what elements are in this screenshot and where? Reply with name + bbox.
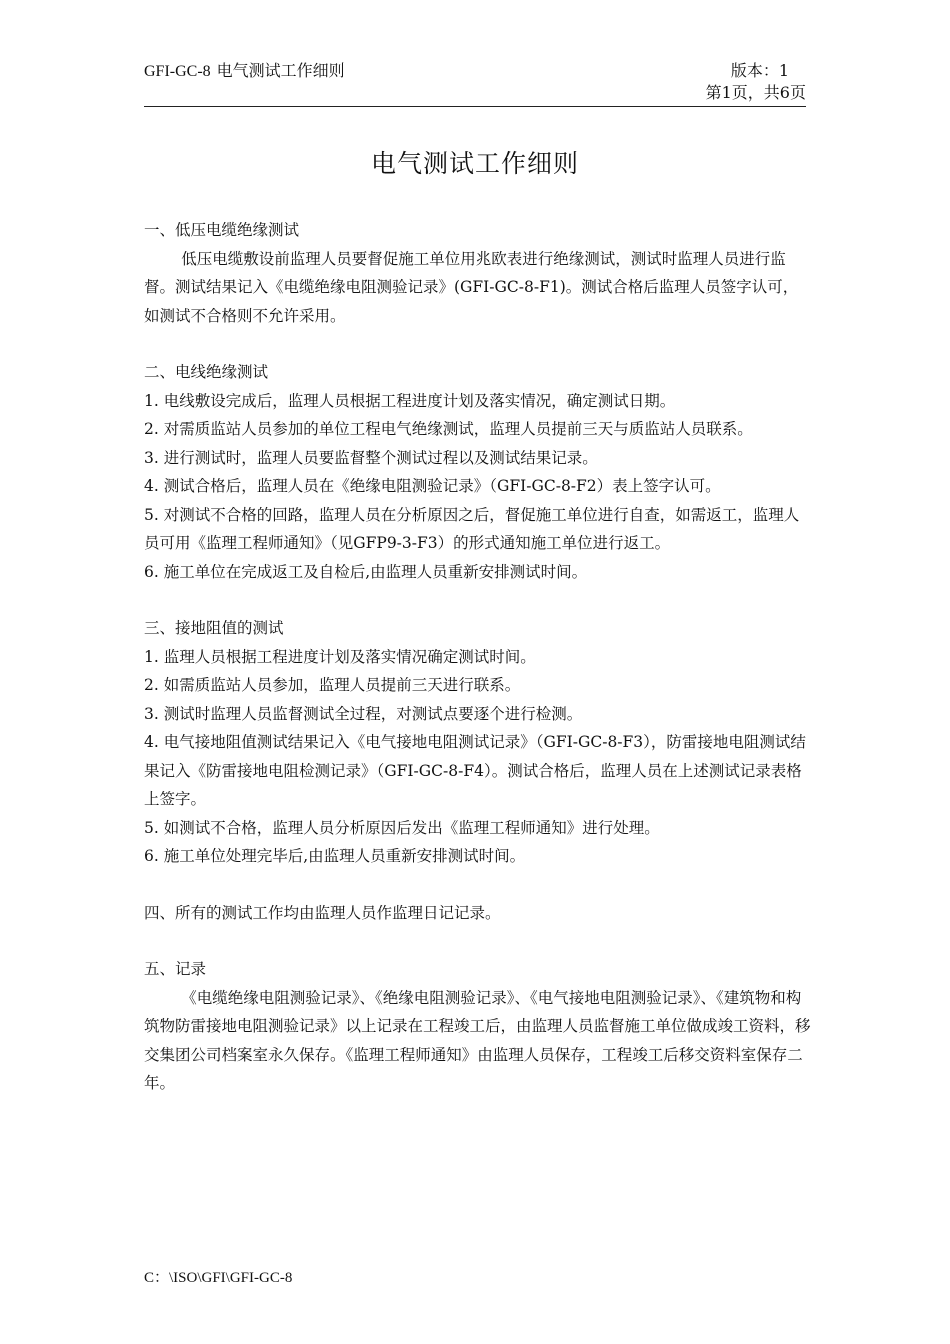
section-3-item-4: 4. 电气接地阻值测试结果记入《电气接地电阻测试记录》（GFI-GC-8-F3），防雷接地电阻测试结果记入《防雷接地电阻检测记录》（GFI-GC-8-F4）。测试合格后，监理人员在上述测试记录表格上签字。 — [144, 733, 806, 808]
header-meta — [706, 60, 806, 104]
section-3-item-5: 5. 如测试不合格，监理人员分析原因后发出《监理工程师通知》进行处理。 — [144, 818, 660, 837]
header-doc-id — [144, 60, 345, 83]
document-title: 电气测试工作细则 — [370, 149, 579, 178]
section-2-heading: 二、电线绝缘测试 — [144, 363, 269, 381]
section-3-heading: 三、接地阻值的测试 — [144, 619, 284, 637]
page-header — [144, 60, 806, 107]
section-1-paragraph: 低压电缆敷设前监理人员要督促施工单位用兆欧表进行绝缘测试，测试时监理人员进行监督。测试结果记入《电缆绝缘电阻测验记录》(GFI-GC-8-F1)。测试合格后监理人员签字认可，如测试不合格则不允许采用。 — [144, 249, 799, 325]
header-version: 版本：1 — [730, 61, 789, 80]
section-4-heading: 四、所有的测试工作均由监理人员作监理日记记录。 — [144, 903, 501, 922]
section-2-item-2: 2. 对需质监站人员参加的单位工程电气绝缘测试，监理人员提前三天与质监站人员联系。 — [144, 420, 753, 438]
document-body — [144, 216, 812, 1098]
section-2-item-3: 3. 进行测试时，监理人员要监督整个测试过程以及测试结果记录。 — [144, 448, 598, 467]
spacer — [144, 871, 812, 899]
section-2-item-6: 6. 施工单位在完成返工及自检后,由监理人员重新安排测试时间。 — [144, 562, 588, 581]
spacer — [144, 927, 812, 955]
section-2-item-1: 1. 电线敷设完成后，监理人员根据工程进度计划及落实情况，确定测试日期。 — [144, 391, 676, 410]
header-page-info: 第1页，共6页 — [705, 83, 806, 102]
page-footer-path: C：\ISO\GFI\GFI-GC-8 — [144, 1270, 293, 1286]
section-2-item-5: 5. 对测试不合格的回路，监理人员在分析原因之后，督促施工单位进行自查，如需返工，监理人员可用《监理工程师通知》（见GFP9-3-F3）的形式通知施工单位进行返工。 — [144, 505, 800, 552]
section-5-paragraph: 《电缆绝缘电阻测验记录》、《绝缘电阻测验记录》、《电气接地电阻测验记录》、《建筑物和构筑物防雷接地电阻测验记录》以上记录在工程竣工后，由监理人员监督施工单位做成竣工资料，移交集团公司档案室永久保存。《监理工程师通知》由监理人员保存，工程竣工后移交资料室保存二年。 — [144, 988, 811, 1092]
spacer — [144, 586, 812, 614]
section-3-item-6: 6. 施工单位处理完毕后,由监理人员重新安排测试时间。 — [144, 847, 526, 865]
section-3-item-1: 1. 监理人员根据工程进度计划及落实情况确定测试时间。 — [144, 647, 536, 666]
header-doc-code: GFI-GC-8 — [144, 63, 211, 80]
section-5-heading: 五、记录 — [144, 960, 207, 978]
section-3-item-3: 3. 测试时监理人员监督测试全过程，对测试点要逐个进行检测。 — [144, 704, 583, 723]
section-2-item-4: 4. 测试合格后，监理人员在《绝缘电阻测验记录》（GFI-GC-8-F2）表上签字认可。 — [144, 477, 721, 495]
spacer — [144, 330, 812, 358]
header-doc-name: 电气测试工作细则 — [216, 61, 345, 80]
section-1-heading: 一、低压电缆绝缘测试 — [144, 221, 300, 239]
section-3-item-2: 2. 如需质监站人员参加，监理人员提前三天进行联系。 — [144, 676, 521, 694]
